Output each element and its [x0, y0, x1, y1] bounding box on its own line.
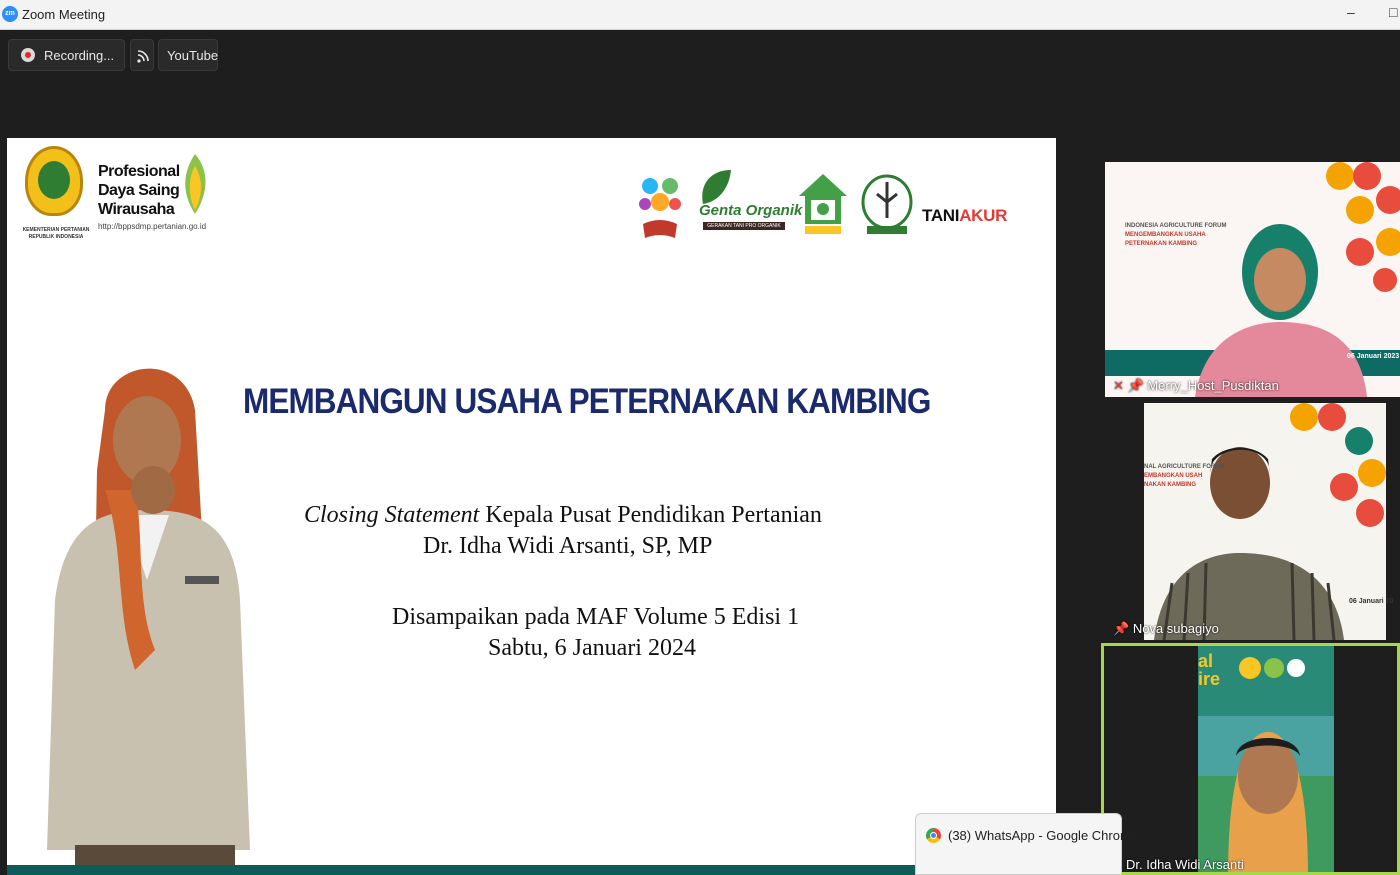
participant-video-1[interactable]	[1105, 162, 1400, 397]
recording-indicator[interactable]	[8, 39, 125, 71]
maximize-icon[interactable]: □	[1389, 4, 1398, 20]
recording-label: Recording...	[44, 48, 115, 63]
flame-leaf-logo	[179, 152, 211, 216]
participant-video-2[interactable]	[1105, 403, 1400, 640]
whatsapp-chrome-window-preview[interactable]	[915, 813, 1139, 875]
slide-footer-bar	[7, 865, 1056, 875]
partner-logo-3	[797, 172, 849, 236]
participant-name-1: ✕ 📌 Merry_Host_Pusdiktan	[1113, 378, 1279, 393]
muted-mic-icon: ✕	[1113, 378, 1124, 393]
zoom-app-icon: zm	[2, 6, 18, 22]
ministry-caption: KEMENTERIAN PERTANIAN REPUBLIK INDONESIA	[22, 227, 90, 240]
recording-icon	[21, 48, 35, 62]
partner-logo-1	[635, 172, 685, 244]
partner-logo-4	[859, 172, 915, 236]
leaf-icon	[697, 166, 733, 206]
closing-statement: Closing Statement Kepala Pusat Pendidikan Pertanian	[304, 502, 822, 528]
participant-video-3-active-speaker[interactable]	[1101, 643, 1400, 875]
p1-slide-text: INDONESIA AGRICULTURE FORUM MENGEMBANGKAN USAHA PETERNAKAN KAMBING	[1125, 223, 1227, 247]
shared-screen-slide	[7, 138, 1056, 875]
chrome-icon	[926, 828, 941, 843]
p3-slide-text: al ire	[1198, 651, 1221, 689]
partner-logo-taniakur: TANIAKUR	[922, 206, 1008, 225]
participant-name-3: Dr. Idha Widi Arsanti	[1126, 857, 1244, 872]
event-edition: Disampaikan pada MAF Volume 5 Edisi 1	[392, 604, 800, 630]
live-stream-button[interactable]	[130, 39, 154, 71]
virtual-background	[1105, 162, 1400, 397]
partner-logo-genta-organik: Genta Organik GERAKAN TANI PRO ORGANIK	[695, 166, 791, 246]
window-title: Zoom Meeting	[22, 7, 106, 22]
speaker-name: Dr. Idha Widi Arsanti, SP, MP	[423, 533, 713, 559]
window-preview-title: (38) WhatsApp - Google Chrome	[948, 828, 1139, 843]
window-title-bar	[0, 0, 1400, 30]
pin-icon: 📌	[1113, 621, 1130, 636]
website-url: http://bppsdmp.pertanian.go.id	[98, 222, 207, 231]
rss-icon	[131, 40, 155, 72]
p2-slide-date: 06 Januari 20	[1349, 598, 1394, 605]
p2-slide-text: NAL AGRICULTURE FORUM EMBANGKAN USAH NAKAN KAMBING	[1144, 464, 1225, 488]
event-date: Sabtu, 6 Januari 2024	[488, 635, 696, 661]
ministry-logo	[25, 146, 83, 216]
speaker-photo	[35, 350, 255, 875]
slide-title: MEMBANGUN USAHA PETERNAKAN KAMBING	[243, 382, 931, 421]
tagline: Profesional Daya Saing Wirausaha	[98, 163, 180, 218]
youtube-stream-button[interactable]: YouTube	[158, 39, 218, 71]
p1-slide-date: 06 Januari 2023	[1347, 353, 1400, 360]
pin-icon: 📌	[1127, 378, 1144, 393]
participant-name-2: 📌 Nova subagiyo	[1113, 621, 1219, 636]
minimize-icon[interactable]: –	[1347, 4, 1355, 20]
